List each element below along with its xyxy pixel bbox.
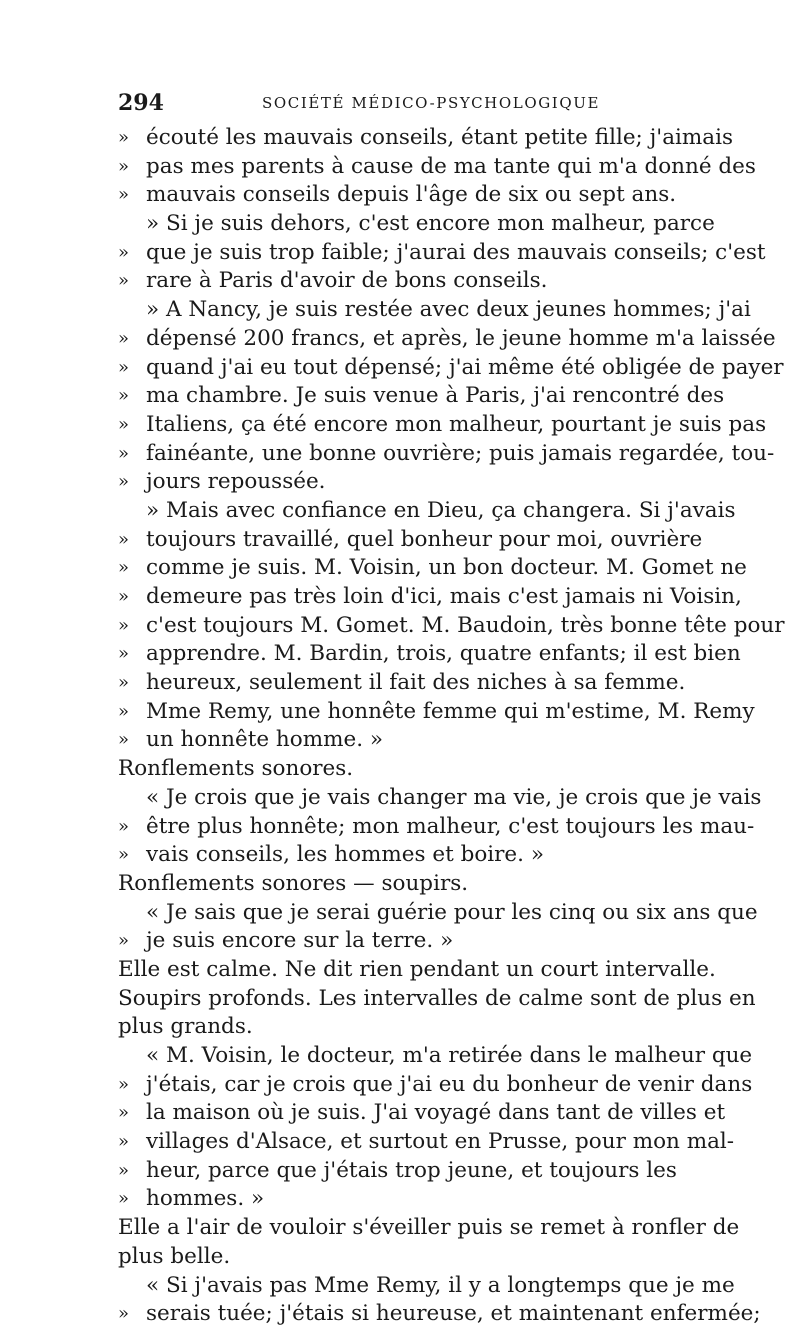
line-text: » A Nancy, je suis restée avec deux jeunes hommes; j'ai [146,297,751,323]
running-head: SOCIÉTÉ MÉDICO-PSYCHOLOGIQUE [262,94,601,112]
quote-mark: » [118,327,130,349]
text-line [0,296,800,325]
text-line [0,210,800,239]
text-line [0,382,800,411]
line-text: plus belle. [118,1243,231,1269]
text-line [0,927,800,956]
quote-mark: » [118,442,130,464]
line-text: villages d'Alsace, et surtout en Prusse, pour mon mal- [146,1129,735,1155]
quote-mark: » [118,614,130,636]
line-text: être plus honnête; mon malheur, c'est toujours les mau- [146,813,755,839]
line-text: hommes. » [146,1186,265,1212]
text-line [0,468,800,497]
line-text: toujours travaillé, quel bonheur pour moi, ouvrière [146,526,703,552]
quote-mark: » [118,844,130,866]
text-line [0,841,800,870]
line-text: » Si je suis dehors, c'est encore mon malheur, parce [146,211,715,237]
text-line [0,1243,800,1272]
line-text: « Je sais que je serai guérie pour les cinq ou six ans que [146,899,758,925]
text-line [0,153,800,182]
text-line [0,1071,800,1100]
quote-mark: » [118,385,130,407]
text-line [0,554,800,583]
text-line [0,1272,800,1301]
line-text: mauvais conseils depuis l'âge de six ou sept ans. [146,182,677,208]
line-text: écouté les mauvais conseils, étant petite fille; j'aimais [146,125,734,150]
text-line [0,239,800,268]
quote-mark: » [118,155,130,177]
line-text: Ronflements sonores. [118,756,354,782]
line-text: jours repoussée. [146,469,326,495]
text-line [0,870,800,899]
quote-mark: » [118,930,130,952]
quote-mark: » [118,184,130,206]
page-header [0,90,800,120]
text-line [0,698,800,727]
quote-mark: » [118,672,130,694]
quote-mark: » [118,528,130,550]
line-text: Ronflements sonores — soupirs. [118,870,469,896]
page-number: 294 [118,90,164,116]
line-text: rare à Paris d'avoir de bons conseils. [146,268,548,294]
line-text: Elle a l'air de vouloir s'éveiller puis se remet à ronfler de [118,1215,740,1241]
text-line [0,440,800,469]
line-text: « M. Voisin, le docteur, m'a retirée dans le malheur que [146,1043,753,1068]
line-text: « Je crois que je vais changer ma vie, je crois que je vais [146,784,762,810]
quote-mark: » [118,1131,130,1153]
line-text: fainéante, une bonne ouvrière; puis jamais regardée, tou- [146,440,775,466]
line-text: quand j'ai eu tout dépensé; j'ai même été obligée de payer [146,354,784,380]
line-text: je suis encore sur la terre. » [146,928,454,954]
quote-mark: » [118,471,130,493]
quote-mark: » [118,729,130,751]
quote-mark: » [118,557,130,579]
text-line [0,181,800,210]
text-line [0,354,800,383]
text-line [0,640,800,669]
quote-mark: » [118,270,130,292]
quote-mark: » [118,241,130,263]
line-text: « Si j'avais pas Mme Remy, il y a longtemps que je me [146,1272,735,1298]
text-line [0,1013,800,1042]
line-text: plus grands. [118,1014,253,1040]
quote-mark: » [118,586,130,607]
text-line [0,1300,800,1329]
text-line [0,497,800,526]
line-text: vais conseils, les hommes et boire. » [146,842,544,868]
text-line [0,124,800,153]
line-text: c'est toujours M. Gomet. M. Baudoin, très bonne tête pour [146,612,785,638]
line-text: heureux, seulement il fait des niches à sa femme. [146,670,686,696]
line-text: ma chambre. Je suis venue à Paris, j'ai rencontré des [146,383,725,409]
line-text: pas mes parents à cause de ma tante qui m'a donné des [146,153,756,179]
text-line [0,612,800,641]
quote-mark: » [118,356,130,378]
quote-mark: » [118,1102,130,1124]
line-text: apprendre. M. Bardin, trois, quatre enfants; il est bien [146,641,741,667]
text-line [0,813,800,842]
line-text: Elle est calme. Ne dit rien pendant un court intervalle. [118,956,716,982]
quote-mark: » [118,815,130,837]
line-text: demeure pas très loin d'ici, mais c'est jamais ni Voisin, [146,584,742,609]
text-line [0,526,800,555]
text-line [0,669,800,698]
line-text: la maison où je suis. J'ai voyagé dans tant de villes et [146,1100,726,1126]
quote-mark: » [118,413,130,435]
line-text: j'étais, car je crois que j'ai eu du bonheur de venir dans [146,1071,753,1097]
text-line [0,1185,800,1214]
line-text: comme je suis. M. Voisin, un bon docteur. M. Gomet ne [146,555,747,581]
text-line [0,1157,800,1186]
text-line [0,985,800,1014]
text-line [0,899,800,928]
line-text: un honnête homme. » [146,727,384,753]
text-line [0,267,800,296]
quote-mark: » [118,127,130,148]
text-line [0,1042,800,1071]
line-text: heur, parce que j'étais trop jeune, et toujours les [146,1157,677,1183]
line-text: » Mais avec confiance en Dieu, ça changera. Si j'avais [146,497,736,523]
text-line [0,784,800,813]
text-line [0,1099,800,1128]
line-text: serais tuée; j'étais si heureuse, et maintenant enfermée; [146,1301,761,1327]
quote-mark: » [118,1303,130,1325]
line-text: Italiens, ça été encore mon malheur, pourtant je suis pas [146,411,767,437]
text-line [0,1214,800,1243]
body-text [0,124,800,1329]
line-text: dépensé 200 francs, et après, le jeune homme m'a laissée [146,325,776,351]
text-line [0,411,800,440]
text-line [0,726,800,755]
line-text: que je suis trop faible; j'aurai des mauvais conseils; c'est [146,239,766,265]
quote-mark: » [118,700,130,722]
quote-mark: » [118,1159,130,1181]
text-line [0,583,800,612]
quote-mark: » [118,1188,130,1210]
text-line [0,956,800,985]
line-text: Mme Remy, une honnête femme qui m'estime, M. Remy [146,698,755,724]
text-line [0,1128,800,1157]
text-line [0,755,800,784]
quote-mark: » [118,1073,130,1095]
text-line [0,325,800,354]
line-text: Soupirs profonds. Les intervalles de calme sont de plus en [118,985,756,1011]
quote-mark: » [118,643,130,665]
